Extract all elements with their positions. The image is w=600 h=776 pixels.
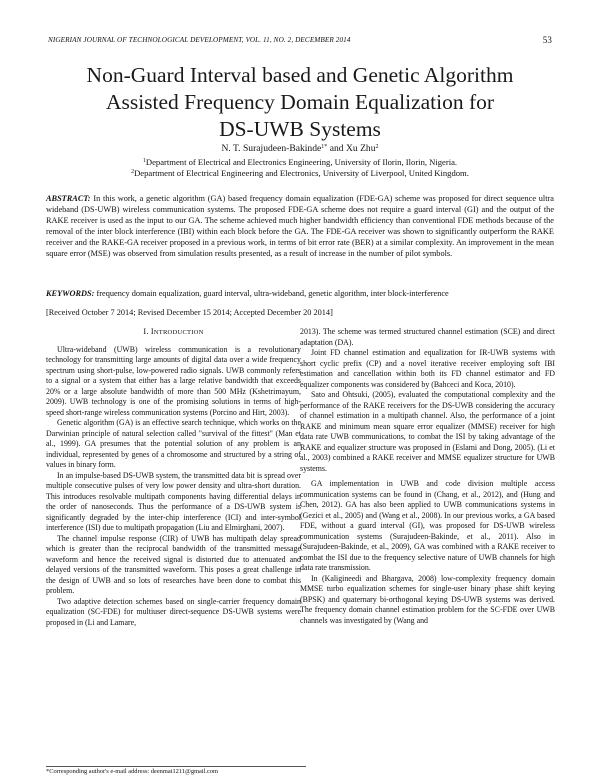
affiliation-2-marker: 2: [131, 169, 135, 175]
paragraph: 2013). The scheme was termed structured channel estimation (SCE) and direct adaptation (DA).: [300, 327, 555, 347]
paragraph: The channel impulse response (CIR) of UWB has multipath delay spread which is greater than the reciprocal bandwidth of the transmitted message waveform and hence the received signal is distorted due to attenuated and delayed versions of the transmitted waveform. This poses a great challenge in the design of UWB and so lots of researches have been done to combat this problem.: [46, 533, 301, 595]
received-dates: [Received October 7 2014; Revised December 15 2014; Accepted December 20 2014]: [46, 308, 333, 317]
paragraph: In an impulse-based DS-UWB system, the transmitted data bit is spread over multiple consecutive pulses of very low power density and ultra-short duration. This introduces resolvable multipath components having differential delays in the order of nanoseconds. Thus the performance of a DS-UWB system is significantly degraded by the inter-chip interference (ICI) and inter-symbol interference (ISI) due to multipath propagation (Liu and Elmirghani, 2007).: [46, 470, 301, 532]
paragraph: Sato and Ohtsuki, (2005), evaluated the computational complexity and the performance of the RAKE receivers for the DS-UWB considering the accuracy of channel estimation in a multipath channel. Also, the performance of a joint RAKE and minimum mean square error equalizer (MMSE) receiver for high data rate UWB communications, to combat the ISI by taking advantage of the RAKE and equalizer structure was proposed in (Eslami and Dong, 2005). (Li et al., 2003) combined a RAKE receiver and MMSE equalizer structure for UWB systems.: [300, 390, 555, 473]
title-line-3: DS-UWB Systems: [219, 117, 381, 141]
author-1-marker: 1*: [321, 144, 328, 150]
affiliations: [40, 157, 560, 179]
abstract: [46, 194, 554, 260]
corresponding-author-footnote: *Corresponding author's e-mail address: deenmat1211@gmail.com: [46, 766, 306, 775]
journal-title: NIGERIAN JOURNAL OF TECHNOLOGICAL DEVELOPMENT, VOL. 11, NO. 2, DECEMBER 2014: [48, 36, 351, 44]
keywords-label: KEYWORDS:: [46, 289, 95, 298]
paragraph: GA implementation in UWB and code division multiple access communication systems can be found in (Chang, et al., 2012), and (Hung and Chen, 2012). GA has also been applied to UWB communications systems in (Gezici et al., 2005) and (Wang et al., 2008). In our previous works, a GA based FDE, without a guard interval (GI), was proposed for DS-UWB wireless communication systems (Surajudeen-Bakinde, et al., 2011). Also in (Surajudeen-Bakinde, et al., 2009), GA was combined with a RAKE receiver to combat the ISI due to the frequency selective nature of UWB channels for high data rate transmission.: [300, 479, 555, 572]
author-1: N. T. Surajudeen-Bakinde: [221, 143, 322, 154]
keywords-text: frequency domain equalization, guard interval, ultra-wideband, genetic algorithm, inter block-interference: [96, 289, 449, 298]
title-line-2: Assisted Frequency Domain Equalization for: [105, 90, 495, 114]
author-2: Xu Zhu: [345, 143, 376, 154]
right-column: [300, 327, 555, 626]
section-number: I.: [143, 327, 151, 336]
affiliation-1: [40, 157, 560, 168]
abstract-label: ABSTRACT:: [46, 194, 91, 203]
journal-header: [48, 36, 552, 44]
affiliation-2: [40, 168, 560, 179]
affiliation-2-text: Department of Electrical Engineering and Electronics, University of Liverpool, United Kingdom.: [134, 168, 469, 178]
paper-title: [40, 62, 560, 143]
section-heading-introduction: [46, 327, 301, 339]
title-line-1: Non-Guard Interval based and Genetic Algorithm: [86, 63, 514, 87]
affiliation-1-text: Department of Electrical and Electronics Engineering, University of Ilorin, Ilorin, Nigeria.: [145, 157, 458, 167]
section-heading-initial: I: [150, 327, 154, 336]
page-number: 53: [542, 35, 552, 45]
paragraph: Two adaptive detection schemes based on single-carrier frequency domain equalization (SC-FDE) for multiuser direct-sequence DS-UWB systems were proposed in (Li and Lamare,: [46, 596, 301, 627]
author-2-marker: 2: [375, 144, 379, 150]
section-heading-rest: NTRODUCTION: [153, 329, 204, 336]
paragraph: Joint FD channel estimation and equalization for IR-UWB systems with short cyclic prefix (CP) and a novel iterative receiver employing soft IBI estimation and cancellation within both its FD channel estimator and FD equalizer components was considered by (Bahceci and Koca, 2010).: [300, 348, 555, 389]
affiliation-1-marker: 1: [142, 158, 146, 164]
author-conjunction: and: [327, 143, 346, 154]
author-list: [40, 143, 560, 154]
keywords: [46, 288, 554, 299]
left-column: [46, 326, 301, 628]
abstract-text: In this work, a genetic algorithm (GA) based frequency domain equalization (FDE-GA) scheme was proposed for direct sequence ultra wideband (DS-UWB) wireless communication systems. The proposed FDE-GA scheme does not require a guard interval (GI) and the output of the RAKE receiver is used as the input to our GA. The scheme achieved much higher bandwidth efficiency than conventional FDE methods because of the removal of the inter block interference (IBI) within each block before the GA. The FDE-GA receiver was shown to significantly outperform the RAKE receiver and the RAKE-GA receiver proposed in a previous work, in terms of bit error rate (BER) at a similar complexity. An improvement in the mean square error (MSE) was observed from simulation results presented, as a result of increase in the number of pilot symbols.: [46, 194, 554, 258]
paragraph: Genetic algorithm (GA) is an effective search technique, which works on the Darwinian principle of natural selection called "survival of the fittest" (Man et al., 1999). GA presumes that the potential solution of any problem is an individual, represented by genes of a chromosome and structured by a string of values in binary form.: [46, 418, 301, 469]
paragraph: Ultra-wideband (UWB) wireless communication is a revolutionary technology for transmitting large amounts of digital data over a wide frequency spectrum using short-pulse, low-powered radio signals. UWB commonly refers to a signal or a system that either has a large relative bandwidth that exceeds 20% or a large absolute bandwidth of more than 500 MHz (Kshetrimayum, 2009). UWB technology is one of the promising solutions in terms of high-speed short-range wireless communication systems (Porcino and Hirt, 2003).: [46, 344, 301, 417]
paragraph: In (Kaligineedi and Bhargava, 2008) low-complexity frequency domain MMSE turbo equalization schemes for single-user binary phase shift keying (BPSK) and quaternary bi-orthogonal keying DS-UWB systems was derived. The frequency domain channel estimation problem for the SC-FDE over UWB channels was investigated by (Wang and: [300, 573, 555, 625]
